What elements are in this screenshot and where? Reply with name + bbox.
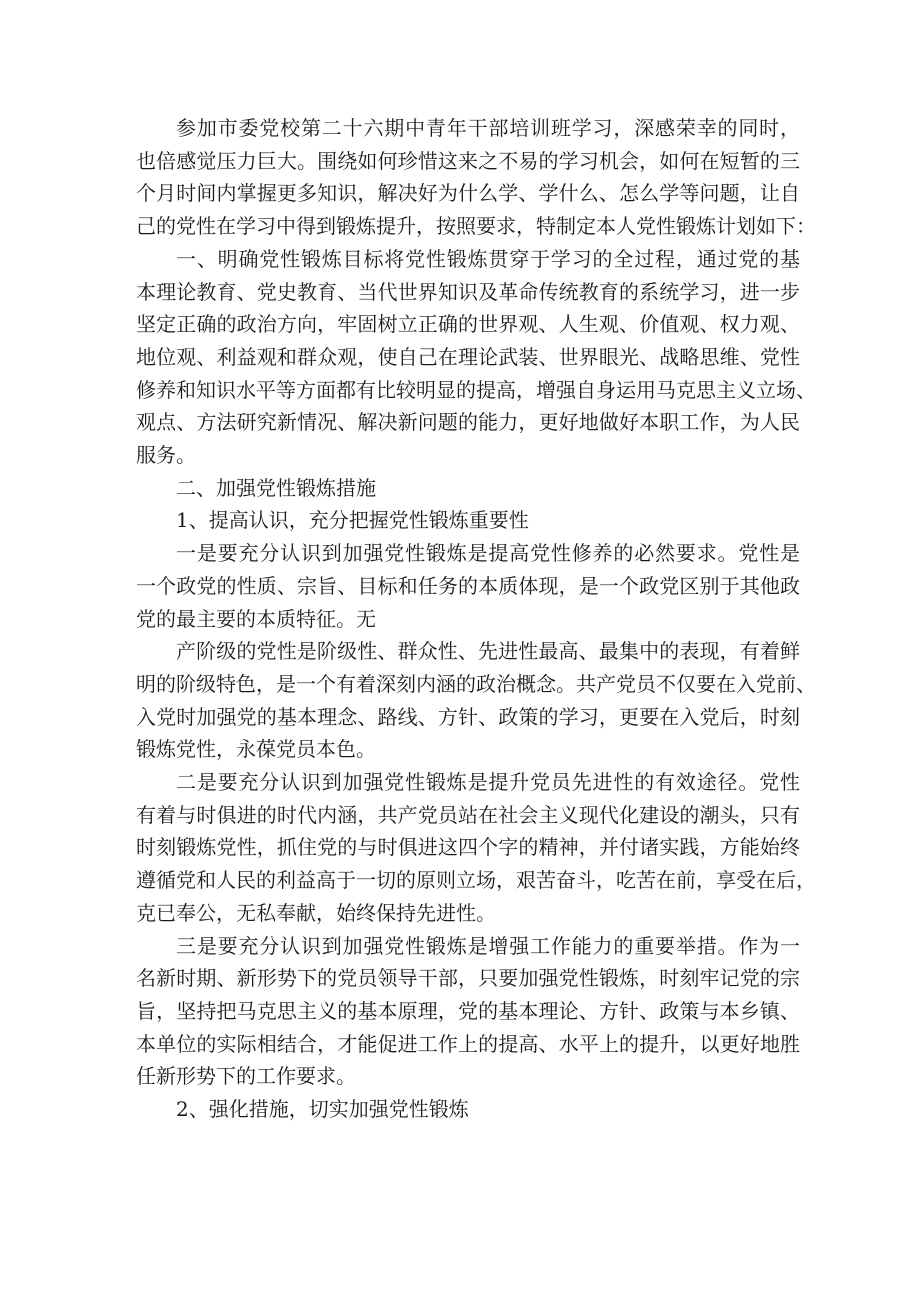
text-line: 坚定正确的政治方向，牢固树立正确的世界观、人生观、价值观、权力观、 [136, 312, 800, 337]
body-paragraph [136, 766, 816, 930]
text-line: 入党时加强党的基本理念、路线、方针、政策的学习，更要在入党后，时刻 [136, 704, 800, 729]
body-paragraph [136, 243, 816, 472]
text-line: 本理论教育、党史教育、当代世界知识及革命传统教育的系统学习，进一步 [136, 279, 800, 304]
section-heading [136, 1093, 800, 1126]
text-line: 遵循党和人民的利益高于一切的原则立场，艰苦奋斗，吃苦在前，享受在后， [136, 868, 816, 893]
text-line: 一个政党的性质、宗旨、目标和任务的本质体现，是一个政党区别于其他政 [136, 573, 800, 598]
text-line: 一、明确党性锻炼目标将党性锻炼贯穿于学习的全过程，通过党的基 [176, 246, 800, 271]
text-line: 也倍感觉压力巨大。围绕如何珍惜这来之不易的学习机会，如何在短暂的三 [136, 148, 800, 173]
text-line: 名新时期、新形势下的党员领导干部，只要加强党性锻炼，时刻牢记党的宗 [136, 966, 800, 991]
text-line: 服务。 [136, 443, 196, 468]
text-line: 二、加强党性锻炼措施 [176, 475, 376, 500]
text-line: 2、强化措施，切实加强党性锻炼 [176, 1097, 469, 1122]
text-line: 旨，坚持把马克思主义的基本原理，党的基本理论、方针、政策与本乡镇、 [136, 998, 800, 1023]
text-line: 1、提高认识，充分把握党性锻炼重要性 [176, 508, 529, 533]
text-line: 产阶级的党性是阶级性、群众性、先进性最高、最集中的表现，有着鲜 [176, 639, 800, 664]
text-line: 地位观、利益观和群众观，使自己在理论武装、世界眼光、战略思维、党性 [136, 344, 800, 369]
section-heading [136, 504, 800, 537]
text-line: 有着与时俱进的时代内涵，共产党员站在社会主义现代化建设的潮头，只有 [136, 802, 800, 827]
text-line: 明的阶级特色，是一个有着深刻内涵的政治概念。共产党员不仅要在入党前、 [136, 671, 816, 696]
text-line: 一是要充分认识到加强党性锻炼是提高党性修养的必然要求。党性是 [176, 541, 800, 566]
body-paragraph [136, 537, 800, 635]
text-line: 本单位的实际相结合，才能促进工作上的提高、水平上的提升，以更好地胜 [136, 1031, 800, 1056]
text-line: 己的党性在学习中得到锻炼提升，按照要求，特制定本人党性锻炼计划如下： [136, 214, 816, 239]
text-line: 任新形势下的工作要求。 [136, 1064, 356, 1089]
text-line: 个月时间内掌握更多知识，解决好为什么学、学什么、怎么学等问题，让自 [136, 181, 800, 206]
body-paragraph [136, 930, 800, 1094]
text-line: 二是要充分认识到加强党性锻炼是提升党员先进性的有效途径。党性 [176, 770, 800, 795]
text-line: 修养和知识水平等方面都有比较明显的提高，增强自身运用马克思主义立场、 [136, 377, 816, 402]
text-line: 参加市委党校第二十六期中青年干部培训班学习，深感荣幸的同时， [176, 116, 800, 140]
section-heading [136, 472, 800, 505]
text-line: 三是要充分认识到加强党性锻炼是增强工作能力的重要举措。作为一 [176, 933, 800, 958]
text-line: 党的最主要的本质特征。无 [136, 606, 376, 631]
body-paragraph [136, 112, 816, 243]
text-line: 锻炼党性，永葆党员本色。 [136, 737, 376, 762]
document-body [136, 112, 816, 1126]
text-line: 克已奉公，无私奉献，始终保持先进性。 [136, 900, 496, 925]
text-line: 时刻锻炼党性，抓住党的与时俱进这四个字的精神，并付诸实践，方能始终 [136, 835, 800, 860]
body-paragraph [136, 635, 816, 766]
text-line: 观点、方法研究新情况、解决新问题的能力，更好地做好本职工作，为人民 [136, 410, 800, 435]
